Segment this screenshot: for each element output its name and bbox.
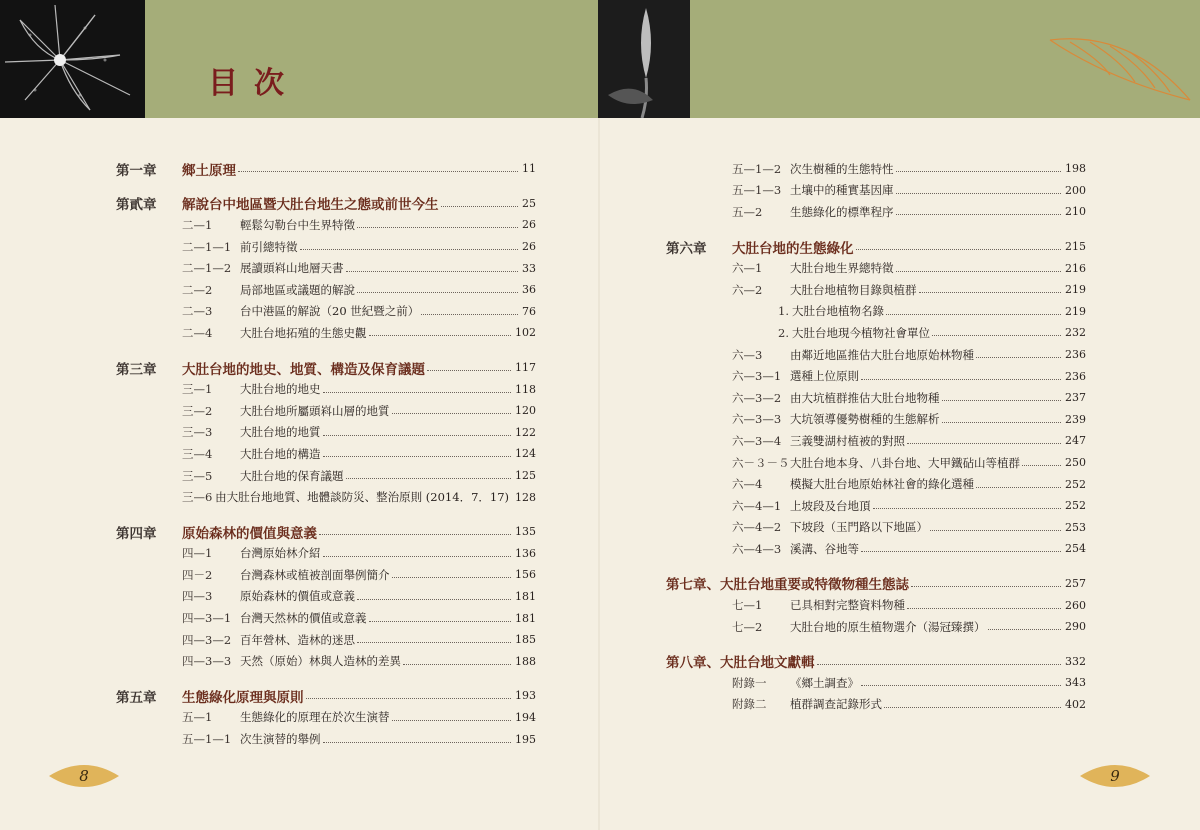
- toc-entry-page: 215: [1065, 240, 1086, 254]
- toc-entry-number: 六—4: [732, 477, 763, 492]
- toc-section-entry[interactable]: [116, 543, 536, 565]
- toc-entry-page: 198: [1065, 162, 1086, 176]
- dot-leader: [369, 621, 512, 622]
- toc-entry-title: 輕鬆勾勒台中生界特徵: [240, 217, 355, 232]
- page-title: 目次: [208, 66, 300, 101]
- toc-chapter-entry[interactable]: [116, 685, 536, 707]
- toc-section-entry[interactable]: [666, 616, 1086, 638]
- dot-leader: [942, 400, 1062, 401]
- toc-entry-number: 第三章: [116, 361, 157, 378]
- dot-leader: [817, 664, 1062, 665]
- toc-entry-title: 大肚台地植物名錄: [792, 304, 884, 319]
- dot-leader: [861, 379, 1061, 380]
- toc-entry-page: 239: [1065, 412, 1086, 426]
- toc-section-entry[interactable]: [116, 322, 536, 344]
- toc-section-entry[interactable]: [666, 365, 1086, 387]
- dot-leader: [873, 508, 1062, 509]
- toc-section-entry[interactable]: [666, 301, 1086, 323]
- toc-section-entry[interactable]: [666, 409, 1086, 431]
- dot-leader: [976, 487, 1061, 488]
- toc-gap: [666, 560, 1086, 573]
- toc-chapter-entry[interactable]: [116, 158, 536, 180]
- page-number-badge-left: [45, 760, 123, 792]
- toc-entry-number: 六—3—3: [732, 412, 782, 427]
- toc-section-entry[interactable]: [116, 422, 536, 444]
- toc-entry-page: 200: [1065, 183, 1086, 197]
- dot-leader: [861, 551, 1061, 552]
- toc-entry-page: 33: [522, 261, 536, 275]
- leaf-decoration-icon: [1040, 20, 1200, 110]
- toc-entry-number: 第五章: [116, 689, 157, 706]
- toc-entry-page: 194: [515, 710, 536, 724]
- toc-section-entry[interactable]: [666, 322, 1086, 344]
- toc-entry-title: 大肚台地植物目錄與植群: [790, 282, 917, 297]
- toc-section-entry[interactable]: [666, 694, 1086, 716]
- toc-entry-title: 土壤中的種實基因庫: [790, 183, 894, 198]
- toc-entry-number: 三—6: [182, 490, 213, 505]
- toc-entry-title: 鄉土原理: [182, 162, 236, 179]
- toc-entry-page: 343: [1065, 676, 1086, 690]
- toc-entry-number: 六—4—2: [732, 520, 782, 535]
- toc-section-entry[interactable]: [666, 201, 1086, 223]
- toc-entry-number: 四—3: [182, 589, 213, 604]
- page-number-badge-right: [1076, 760, 1154, 792]
- toc-entry-number: 第六章: [666, 240, 707, 257]
- toc-entry-page: 402: [1065, 697, 1086, 711]
- toc-entry-title: 天然（原始）林與人造林的差異: [240, 654, 401, 669]
- toc-entry-page: 185: [515, 633, 536, 647]
- toc-entry-title: 生態綠化原理與原則: [182, 689, 304, 706]
- header-photo-bud: [598, 0, 690, 118]
- toc-entry-number: 附錄二: [732, 697, 767, 712]
- toc-entry-title: 大肚台地拓殖的生態史觀: [240, 325, 367, 340]
- toc-left-column: [116, 158, 536, 750]
- toc-entry-page: 118: [515, 382, 536, 396]
- toc-entry-title: 次生樹種的生態特性: [790, 161, 894, 176]
- toc-section-entry[interactable]: [666, 517, 1086, 539]
- toc-entry-title: 原始森林的價值或意義: [240, 589, 355, 604]
- toc-entry-number: 六—2: [732, 282, 763, 297]
- dot-leader: [319, 534, 511, 535]
- toc-entry-title: 大肚台地的原生植物選介（湯冠臻撰）: [790, 619, 986, 634]
- toc-entry-page: 193: [515, 689, 536, 703]
- toc-section-entry[interactable]: [116, 650, 536, 672]
- toc-entry-page: 219: [1065, 304, 1086, 318]
- toc-entry-title: 大肚台地生界總特徵: [790, 261, 894, 276]
- toc-entry-number: 五—2: [732, 204, 763, 219]
- toc-section-entry[interactable]: [116, 400, 536, 422]
- toc-entry-title: 大肚台地現今植物社會單位: [792, 325, 930, 340]
- toc-section-entry[interactable]: [116, 486, 536, 508]
- toc-entry-title: 大肚台地的保育議題: [240, 468, 344, 483]
- toc-entry-page: 26: [522, 218, 536, 232]
- toc-entry-title: 大肚台地的地質: [240, 425, 321, 440]
- toc-entry-title: 大坑領導優勢樹種的生態解析: [790, 412, 940, 427]
- toc-section-entry[interactable]: [666, 180, 1086, 202]
- toc-entry-number: 二—3: [182, 304, 213, 319]
- toc-chapter-entry[interactable]: [116, 193, 536, 215]
- toc-entry-number: 附錄一: [732, 675, 767, 690]
- toc-entry-number: 第一章: [116, 162, 157, 179]
- toc-gap: [116, 508, 536, 521]
- toc-section-entry[interactable]: [116, 279, 536, 301]
- toc-entry-page: 124: [515, 447, 536, 461]
- dot-leader: [427, 370, 511, 371]
- toc-entry-title: 已具相對完整資料物種: [790, 598, 905, 613]
- dot-leader: [323, 435, 512, 436]
- toc-entry-title: 展讀頭嵙山地層天書: [240, 261, 344, 276]
- toc-section-entry[interactable]: [116, 629, 536, 651]
- toc-entry-number: 第貳章: [116, 197, 157, 214]
- toc-gap: [116, 672, 536, 685]
- toc-entry-page: 252: [1065, 477, 1086, 491]
- toc-entry-page: 252: [1065, 499, 1086, 513]
- toc-entry-number: 三—1: [182, 382, 213, 397]
- dot-leader: [323, 456, 512, 457]
- toc-section-entry[interactable]: [116, 728, 536, 750]
- toc-entry-title: 台灣原始林介紹: [240, 546, 321, 561]
- dot-leader: [357, 292, 518, 293]
- toc-entry-number: 五—1—3: [732, 183, 782, 198]
- dot-leader: [896, 193, 1062, 194]
- toc-entry-number: 六—3—4: [732, 433, 782, 448]
- toc-entry-title: 下坡段（玉門路以下地區）: [790, 520, 928, 535]
- dot-leader: [911, 586, 1061, 587]
- toc-entry-number: 五—1—1: [182, 732, 232, 747]
- toc-entry-title: 上坡段及台地頂: [790, 498, 871, 513]
- toc-section-entry[interactable]: [666, 279, 1086, 301]
- toc-section-entry[interactable]: [116, 607, 536, 629]
- toc-entry-page: 253: [1065, 520, 1086, 534]
- toc-entry-page: 128: [515, 490, 536, 504]
- toc-entry-number: 五—1—2: [732, 161, 782, 176]
- toc-entry-number: 三—4: [182, 446, 213, 461]
- toc-chapter-entry[interactable]: [666, 573, 1086, 595]
- toc-section-entry[interactable]: [116, 465, 536, 487]
- toc-entry-page: 236: [1065, 369, 1086, 383]
- toc-section-entry[interactable]: [116, 301, 536, 323]
- dot-leader: [392, 720, 512, 721]
- toc-entry-number: 六—1: [732, 261, 763, 276]
- toc-entry-number: 1.: [778, 304, 789, 319]
- toc-section-entry[interactable]: [666, 430, 1086, 452]
- toc-entry-title: 生態綠化的標準程序: [790, 204, 894, 219]
- toc-entry-title: 由大坑植群推估大肚台地物種: [790, 390, 940, 405]
- dot-leader: [441, 206, 519, 207]
- gutter: [598, 118, 600, 830]
- dot-leader: [896, 171, 1062, 172]
- toc-entry-title: 前引總特徵: [240, 239, 298, 254]
- dot-leader: [919, 292, 1062, 293]
- toc-entry-number: 二—1: [182, 217, 213, 232]
- toc-entry-title: 三義雙湖村植被的對照: [790, 433, 905, 448]
- toc-entry-number: 六—3—1: [732, 369, 782, 384]
- toc-section-entry[interactable]: [666, 344, 1086, 366]
- toc-chapter-entry[interactable]: [116, 357, 536, 379]
- dot-leader: [930, 530, 1061, 531]
- dot-leader: [886, 314, 1061, 315]
- toc-section-entry[interactable]: [116, 236, 536, 258]
- dot-leader: [421, 314, 518, 315]
- toc-entry-page: 210: [1065, 205, 1086, 219]
- toc-section-entry[interactable]: [116, 443, 536, 465]
- toc-chapter-entry[interactable]: [666, 650, 1086, 672]
- toc-entry-number: 二—2: [182, 282, 213, 297]
- toc-entry-number: 六—3—2: [732, 390, 782, 405]
- dot-leader: [392, 413, 512, 414]
- toc-entry-title: 台中港區的解說（20 世紀暨之前）: [240, 304, 420, 319]
- toc-entry-number: 2.: [778, 325, 789, 340]
- toc-entry-number: 三—3: [182, 425, 213, 440]
- toc-right-column: [666, 158, 1086, 715]
- toc-entry-page: 156: [515, 568, 536, 582]
- toc-chapter-entry[interactable]: [666, 236, 1086, 258]
- toc-entry-page: 188: [515, 654, 536, 668]
- dot-leader: [403, 664, 511, 665]
- toc-entry-page: 11: [522, 162, 536, 176]
- toc-entry-number: 四－2: [182, 567, 213, 582]
- dot-leader: [346, 478, 512, 479]
- toc-entry-number: 四—3—2: [182, 632, 232, 647]
- toc-section-entry[interactable]: [666, 257, 1086, 279]
- toc-entry-title: 百年營林、造林的迷思: [240, 632, 355, 647]
- toc-entry-page: 122: [515, 425, 536, 439]
- toc-section-entry[interactable]: [666, 495, 1086, 517]
- toc-entry-title: 次生演替的舉例: [240, 732, 321, 747]
- dot-leader: [884, 707, 1061, 708]
- toc-entry-page: 237: [1065, 391, 1086, 405]
- toc-entry-page: 260: [1065, 598, 1086, 612]
- toc-section-entry[interactable]: [666, 672, 1086, 694]
- toc-section-entry[interactable]: [116, 586, 536, 608]
- toc-gap: [116, 180, 536, 193]
- toc-gap: [116, 344, 536, 357]
- toc-entry-number: 六—4—3: [732, 541, 782, 556]
- dot-leader: [392, 577, 512, 578]
- toc-entry-page: 236: [1065, 348, 1086, 362]
- page-number-left: 8: [79, 767, 89, 785]
- dot-leader: [346, 271, 519, 272]
- toc-entry-title: 大肚台地的地史、地質、構造及保育議題: [182, 361, 425, 378]
- toc-entry-page: 232: [1065, 326, 1086, 340]
- toc-entry-number: 七—1: [732, 598, 763, 613]
- toc-section-entry[interactable]: [116, 257, 536, 279]
- dot-leader: [907, 443, 1061, 444]
- toc-section-entry[interactable]: [666, 594, 1086, 616]
- toc-gap: [666, 637, 1086, 650]
- dot-leader: [932, 335, 1061, 336]
- dot-leader: [942, 422, 1062, 423]
- toc-entry-title: 大肚台地本身、八卦台地、大甲鐵砧山等植群: [790, 455, 1020, 470]
- toc-entry-title: 第七章、大肚台地重要或特徵物種生態誌: [666, 577, 909, 594]
- toc-entry-page: 125: [515, 469, 536, 483]
- dot-leader: [238, 171, 518, 172]
- dot-leader: [323, 556, 512, 557]
- toc-gap: [666, 223, 1086, 236]
- toc-entry-title: 局部地區或議題的解說: [240, 282, 355, 297]
- toc-entry-number: 四—1: [182, 546, 213, 561]
- toc-entry-page: 181: [515, 611, 536, 625]
- toc-entry-title: 選種上位原則: [790, 369, 859, 384]
- toc-entry-title: 植群調查記錄形式: [790, 697, 882, 712]
- toc-entry-number: 三—5: [182, 468, 213, 483]
- toc-entry-page: 136: [515, 546, 536, 560]
- dot-leader: [300, 249, 519, 250]
- dot-leader: [976, 357, 1061, 358]
- toc-entry-page: 250: [1065, 456, 1086, 470]
- toc-entry-page: 195: [515, 732, 536, 746]
- toc-entry-page: 76: [522, 304, 536, 318]
- toc-entry-number: 四—3—1: [182, 611, 232, 626]
- toc-entry-page: 26: [522, 240, 536, 254]
- toc-entry-page: 181: [515, 589, 536, 603]
- toc-entry-number: 六－３－５: [732, 455, 790, 470]
- dot-leader: [856, 249, 1062, 250]
- toc-entry-page: 216: [1065, 261, 1086, 275]
- toc-entry-number: 七—2: [732, 619, 763, 634]
- toc-section-entry[interactable]: [666, 452, 1086, 474]
- header-photo-flower: [0, 0, 145, 118]
- toc-entry-page: 120: [515, 404, 536, 418]
- toc-entry-title: 第八章、大肚台地文獻輯: [666, 655, 815, 672]
- toc-entry-page: 117: [515, 361, 536, 375]
- toc-entry-number: 六—4—1: [732, 498, 782, 513]
- dot-leader: [306, 698, 512, 699]
- toc-section-entry[interactable]: [116, 707, 536, 729]
- toc-entry-number: 二—1—1: [182, 239, 232, 254]
- toc-section-entry[interactable]: [116, 214, 536, 236]
- toc-entry-page: 135: [515, 525, 536, 539]
- dot-leader: [369, 335, 512, 336]
- dot-leader: [357, 642, 511, 643]
- toc-entry-page: 332: [1065, 654, 1086, 668]
- toc-entry-title: 大肚台地所屬頭嵙山層的地質: [240, 403, 390, 418]
- dot-leader: [323, 742, 512, 743]
- toc-entry-number: 四—3—3: [182, 654, 232, 669]
- dot-leader: [1022, 465, 1061, 466]
- toc-entry-page: 36: [522, 283, 536, 297]
- dot-leader: [896, 214, 1062, 215]
- toc-entry-title: 原始森林的價值與意義: [182, 525, 317, 542]
- page-number-right: 9: [1110, 767, 1120, 785]
- toc-entry-title: 台灣森林或植被剖面舉例簡介: [240, 567, 390, 582]
- toc-entry-title: 《鄉土調查》: [790, 675, 859, 690]
- toc-chapter-entry[interactable]: [116, 521, 536, 543]
- toc-entry-page: 257: [1065, 576, 1086, 590]
- dot-leader: [861, 685, 1061, 686]
- toc-entry-page: 219: [1065, 283, 1086, 297]
- toc-section-entry[interactable]: [666, 538, 1086, 560]
- toc-section-entry[interactable]: [666, 158, 1086, 180]
- toc-entry-number: 三—2: [182, 403, 213, 418]
- toc-section-entry[interactable]: [116, 378, 536, 400]
- toc-entry-page: 290: [1065, 620, 1086, 634]
- toc-entry-title: 由鄰近地區推估大肚台地原始林物種: [790, 347, 974, 362]
- toc-entry-title: 由大肚台地地質、地體談防災、整治原則 (2014．7．17): [215, 490, 509, 505]
- toc-entry-number: 二—4: [182, 325, 213, 340]
- dot-leader: [357, 227, 518, 228]
- toc-entry-page: 254: [1065, 542, 1086, 556]
- toc-entry-title: 台灣天然林的價值或意義: [240, 611, 367, 626]
- toc-entry-title: 大肚台地的地史: [240, 382, 321, 397]
- dot-leader: [907, 608, 1061, 609]
- dot-leader: [896, 271, 1062, 272]
- toc-entry-number: 五—1: [182, 710, 213, 725]
- dot-leader: [357, 599, 511, 600]
- dot-leader: [323, 392, 512, 393]
- toc-entry-title: 溪溝、谷地等: [790, 541, 859, 556]
- toc-entry-number: 二—1—2: [182, 261, 232, 276]
- toc-entry-number: 六—3: [732, 347, 763, 362]
- toc-entry-title: 大肚台地的構造: [240, 446, 321, 461]
- toc-entry-title: 解說台中地區暨大肚台地生之態或前世今生: [182, 197, 439, 214]
- dot-leader: [988, 629, 1062, 630]
- toc-entry-title: 大肚台地的生態綠化: [732, 240, 854, 257]
- toc-entry-number: 第四章: [116, 525, 157, 542]
- toc-entry-page: 102: [515, 326, 536, 340]
- toc-entry-page: 247: [1065, 434, 1086, 448]
- toc-entry-title: 生態綠化的原理在於次生演替: [240, 710, 390, 725]
- toc-entry-title: 模擬大肚台地原始林社會的綠化選種: [790, 477, 974, 492]
- toc-entry-page: 25: [522, 196, 536, 210]
- toc-section-entry[interactable]: [666, 473, 1086, 495]
- toc-section-entry[interactable]: [116, 564, 536, 586]
- toc-section-entry[interactable]: [666, 387, 1086, 409]
